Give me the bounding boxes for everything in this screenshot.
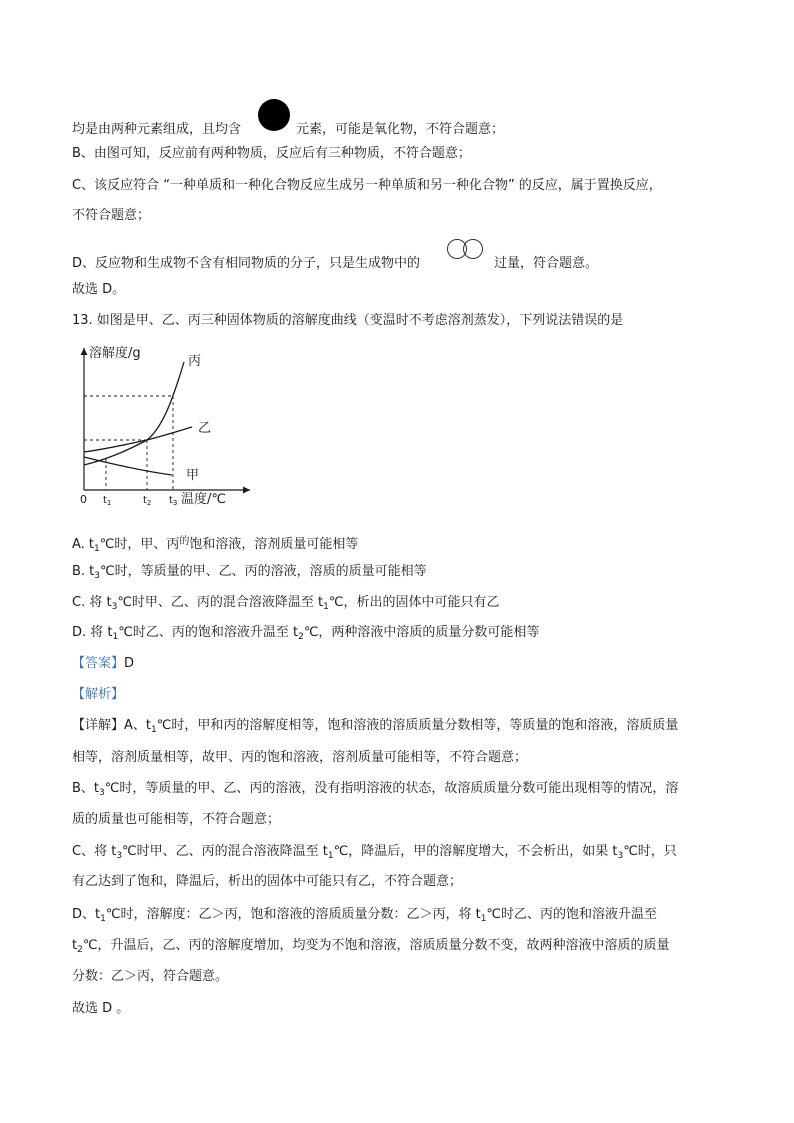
detail-d-line-2: $t_2℃$，升温后，乙、丙的溶解度增加，均变为不饱和溶液，溶质质量分数不变，故两种溶液中溶质的质量 xyxy=(72,938,670,955)
detail-d-line-3: 分数：乙＞丙，符合题意。 xyxy=(72,969,229,984)
detail-end: 故选 D 。 xyxy=(72,1001,130,1016)
y-axis-label: 溶解度/g xyxy=(89,346,141,361)
detail-c-line-2: 有乙达到了饱和，降温后，析出的固体中可能只有乙，不符合题意； xyxy=(72,874,463,889)
intro-line-3: C、该反应符合 “一种单质和一种化合物反应生成另一种单质和另一种化合物” 的反应，属于置换反应， xyxy=(72,178,662,193)
detail-a-line-1: 【详解】A、$t_1℃$时，甲和丙的溶解度相等，饱和溶液的溶质质量分数相等，等质量的饱和溶液，溶质质量 xyxy=(72,718,679,735)
detail-a-line-2: 相等，溶剂质量相等，故甲、丙的饱和溶液，溶剂质量可能相等，不符合题意； xyxy=(72,750,528,765)
black-atom-icon xyxy=(258,99,290,131)
x-axis-label: 温度/℃ xyxy=(181,492,226,507)
option-c: C. 将 $t_3℃$时甲、乙、丙的混合溶液降温至 $t_1℃$，析出的固体中可能只有乙 xyxy=(72,595,500,612)
series-label-bing: 丙 xyxy=(188,354,202,369)
detail-b-line-1: B、$t_3℃$时，等质量的甲、乙、丙的溶液，没有指明溶液的状态，故溶质质量分数可能出现相等的情况，溶 xyxy=(72,781,679,798)
intro-line-5 xyxy=(72,255,420,273)
tick-t2: $t_2$ xyxy=(143,495,152,507)
intro-line-5-end xyxy=(494,255,598,273)
origin-label: 0 xyxy=(80,493,87,506)
intro-line-5-end-text: 过量，符合题意。 xyxy=(494,256,599,271)
solubility-chart xyxy=(72,340,262,510)
answer-line xyxy=(72,655,134,673)
intro-line-1-start: 均是由两种元素组成，且均含 xyxy=(72,122,242,137)
detail-b-line-2: 质的质量也可能相等，不符合题意； xyxy=(72,812,281,827)
curve-jia xyxy=(84,457,172,475)
intro-line-2: B、由图可知，反应前有两种物质，反应后有三种物质，不符合题意； xyxy=(72,146,471,161)
detail-d-line-1: D、$t_1℃$时，溶解度：乙＞丙，饱和溶液的溶质质量分数：乙＞丙，将 $t_1℃$时乙、丙的饱和溶液升温至 xyxy=(72,907,658,924)
option-b: B. $t_3℃$时，等质量的甲、乙、丙的溶液，溶质的质量可能相等 xyxy=(72,564,427,581)
tick-t3: $t_3$ xyxy=(169,495,178,507)
white-atom-icon-right xyxy=(463,239,483,259)
intro-line-5-start: D、反应物和生成物不含有相同物质的分子，只是生成物中的 xyxy=(72,256,421,271)
intro-line-6: 故选 D。 xyxy=(72,282,126,297)
series-label-jia: 甲 xyxy=(186,468,200,483)
analysis-tag: 【解析】 xyxy=(72,687,125,702)
question-stem: 13. 如图是甲、乙、丙三种固体物质的溶解度曲线（变温时不考虑溶剂蒸发），下列说法错误的是 xyxy=(72,313,624,328)
intro-line-1-end xyxy=(296,121,504,139)
series-label-yi: 乙 xyxy=(198,421,212,436)
detail-c-line-1: C、将 $t_3℃$时甲、乙、丙的混合溶液降温至 $t_1℃$，降温后，甲的溶解度增大，不会析出，如果 $t_3℃$时，只 xyxy=(72,844,677,861)
intro-line-1-end-text: 元素，可能是氧化物，不符合题意； xyxy=(296,122,505,137)
option-d: D. 将 $t_1℃$时乙、丙的饱和溶液升温至 $t_2℃$，两种溶液中溶质的质量分数可能相等 xyxy=(72,625,540,642)
answer-tag: 【答案】 xyxy=(72,656,125,671)
intro-line-1 xyxy=(72,121,241,139)
tick-t1: $t_1$ xyxy=(103,495,112,507)
option-a: A. $t_1℃$时，甲、丙$^的$饱和溶液，溶剂质量可能相等 xyxy=(72,536,359,554)
intro-line-4: 不符合题意； xyxy=(72,208,151,223)
curve-yi xyxy=(84,427,192,452)
answer-value: D xyxy=(124,656,135,671)
